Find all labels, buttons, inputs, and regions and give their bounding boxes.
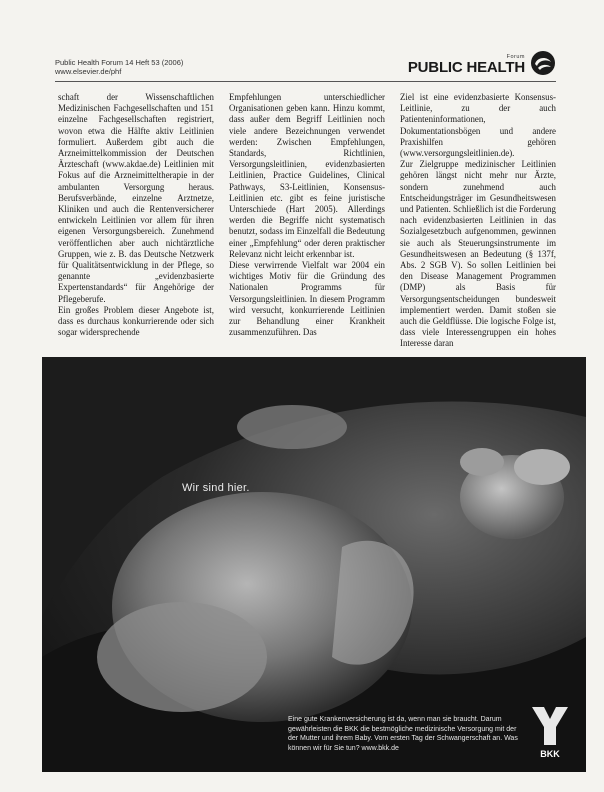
text-column-1 bbox=[58, 92, 214, 338]
ad-copy: Eine gute Krankenversicherung ist da, wenn man sie braucht. Darum gewährleisten die BKK die bestmögliche medizinische Versorgung mit der der Mutter und ihrem Baby. Vom ersten Tag der Schwangerschaft an. Was können wir für Sie tun? www.bkk.de bbox=[288, 716, 518, 752]
text-column-2 bbox=[229, 92, 385, 338]
paragraph: Empfehlungen unterschiedlicher Organisationen geben kann. Hinzu kommt, dass außer dem Begriff Leitlinien noch viele andere Bezeichnungen verwendet werden: Zwischen Empfehlungen, Standards, Richtlinien, Versorgungsleitlinien, evidenzbasierten Leitlinien, Practice Guidelines, Clinical Pathways, S3-Leitlinien, Konsensus-Leitlinien etc. gibt es feine juristische Unterschiede (Hart 2005). Allerdings werden die Begriffe nicht systematisch benutzt, sodass im Einzelfall die Bedeutung einer „Empfehlung“ oder deren praktischer Relevanz nicht leicht erkennbar ist. bbox=[229, 92, 385, 259]
section-line: www.elsevier.de/phf bbox=[55, 67, 122, 76]
journal-header bbox=[55, 58, 183, 76]
paragraph: Diese verwirrende Vielfalt war 2004 ein wichtiges Motiv für die Gründung des Nationalen Programms für Versorgungsleitlinien. In diesem Programm wird versucht, konkurrierende Leitlinien zur Behandlung einer Krankheit zusammenzuführen. Das bbox=[229, 260, 385, 338]
public-health-swirl-icon bbox=[530, 50, 556, 76]
ad-headline: Wir sind hier. bbox=[182, 482, 250, 494]
baby-photo bbox=[42, 357, 586, 772]
journal-line: Public Health Forum 14 Heft 53 (2006) bbox=[55, 58, 184, 67]
bkk-logo-text: BKK bbox=[540, 749, 560, 759]
paragraph: Zur Zielgruppe medizinischer Leitlinien gehören längst nicht mehr nur Ärzte, sondern zunehmend auch Entscheidungsträger im Gesundheitswesen und Patienten. Schließlich ist die Forderung nach evidenzbasierten Leitlinien in das Sozialgesetzbuch aufgenommen, gewinnen sie auch als Steuerungsinstrumente im Gesundheitswesen an Bedeutung (§ 137f, Abs. 2 SGB V). So sollen Leitlinien bei den Disease Management Programmen (DMP) als Basis für Versorgungsentscheidungen bundesweit implementiert werden. Damit stoßen sie auch die Geldflüsse. Die logische Folge ist, dass viele Interessengruppen ein hohes Interesse daran bbox=[400, 159, 556, 349]
paragraph: Ziel ist eine evidenzbasierte Konsensus-Leitlinie, zu der auch Patienteninformationen, Dokumentationsbögen und andere Praxishilfen gehören (www.versorgungsleitlinien.de). bbox=[400, 92, 556, 159]
paragraph: Ein großes Problem dieser Angebote ist, dass es durchaus konkurrierende oder sich sogar widersprechende bbox=[58, 304, 214, 338]
bkk-advertisement bbox=[42, 357, 586, 772]
brand-small-text: Forum bbox=[506, 54, 525, 60]
public-health-brand bbox=[408, 50, 556, 76]
header-rule bbox=[55, 81, 556, 82]
paragraph: schaft der Wissenschaftlichen Medizinischen Fachgesellschaften und 151 einzelne Fachgesellschaften registriert, wovon etwa die Hälfte aktiv Leitlinien formuliert. Außerdem gibt auch die Arzneimittelkommission der Deutschen Ärzteschaft (www.akdae.de) Leitlinien mit Fokus auf die Arzneimitteltherapie in der ambulanten Versorgung heraus. Berufsverbände, einzelne Arztnetze, Kliniken und auch die Rentenversicherer entwickeln Leitlinien vor allem für ihren eigenen Versorgungsbereich. Zunehmend veröffentlichen aber auch nichtärztliche Gruppen, wie z. B. das Deutsche Netzwerk für Qualitätsentwicklung in der Pflege, so genannte „evidenzbasierte Expertenstandards“ für Angehörige der Pflegeberufe. bbox=[58, 92, 214, 304]
bkk-y-logo-icon bbox=[530, 705, 570, 759]
brand-title: PUBLIC HEALTH bbox=[407, 59, 525, 76]
text-column-3 bbox=[400, 92, 556, 350]
